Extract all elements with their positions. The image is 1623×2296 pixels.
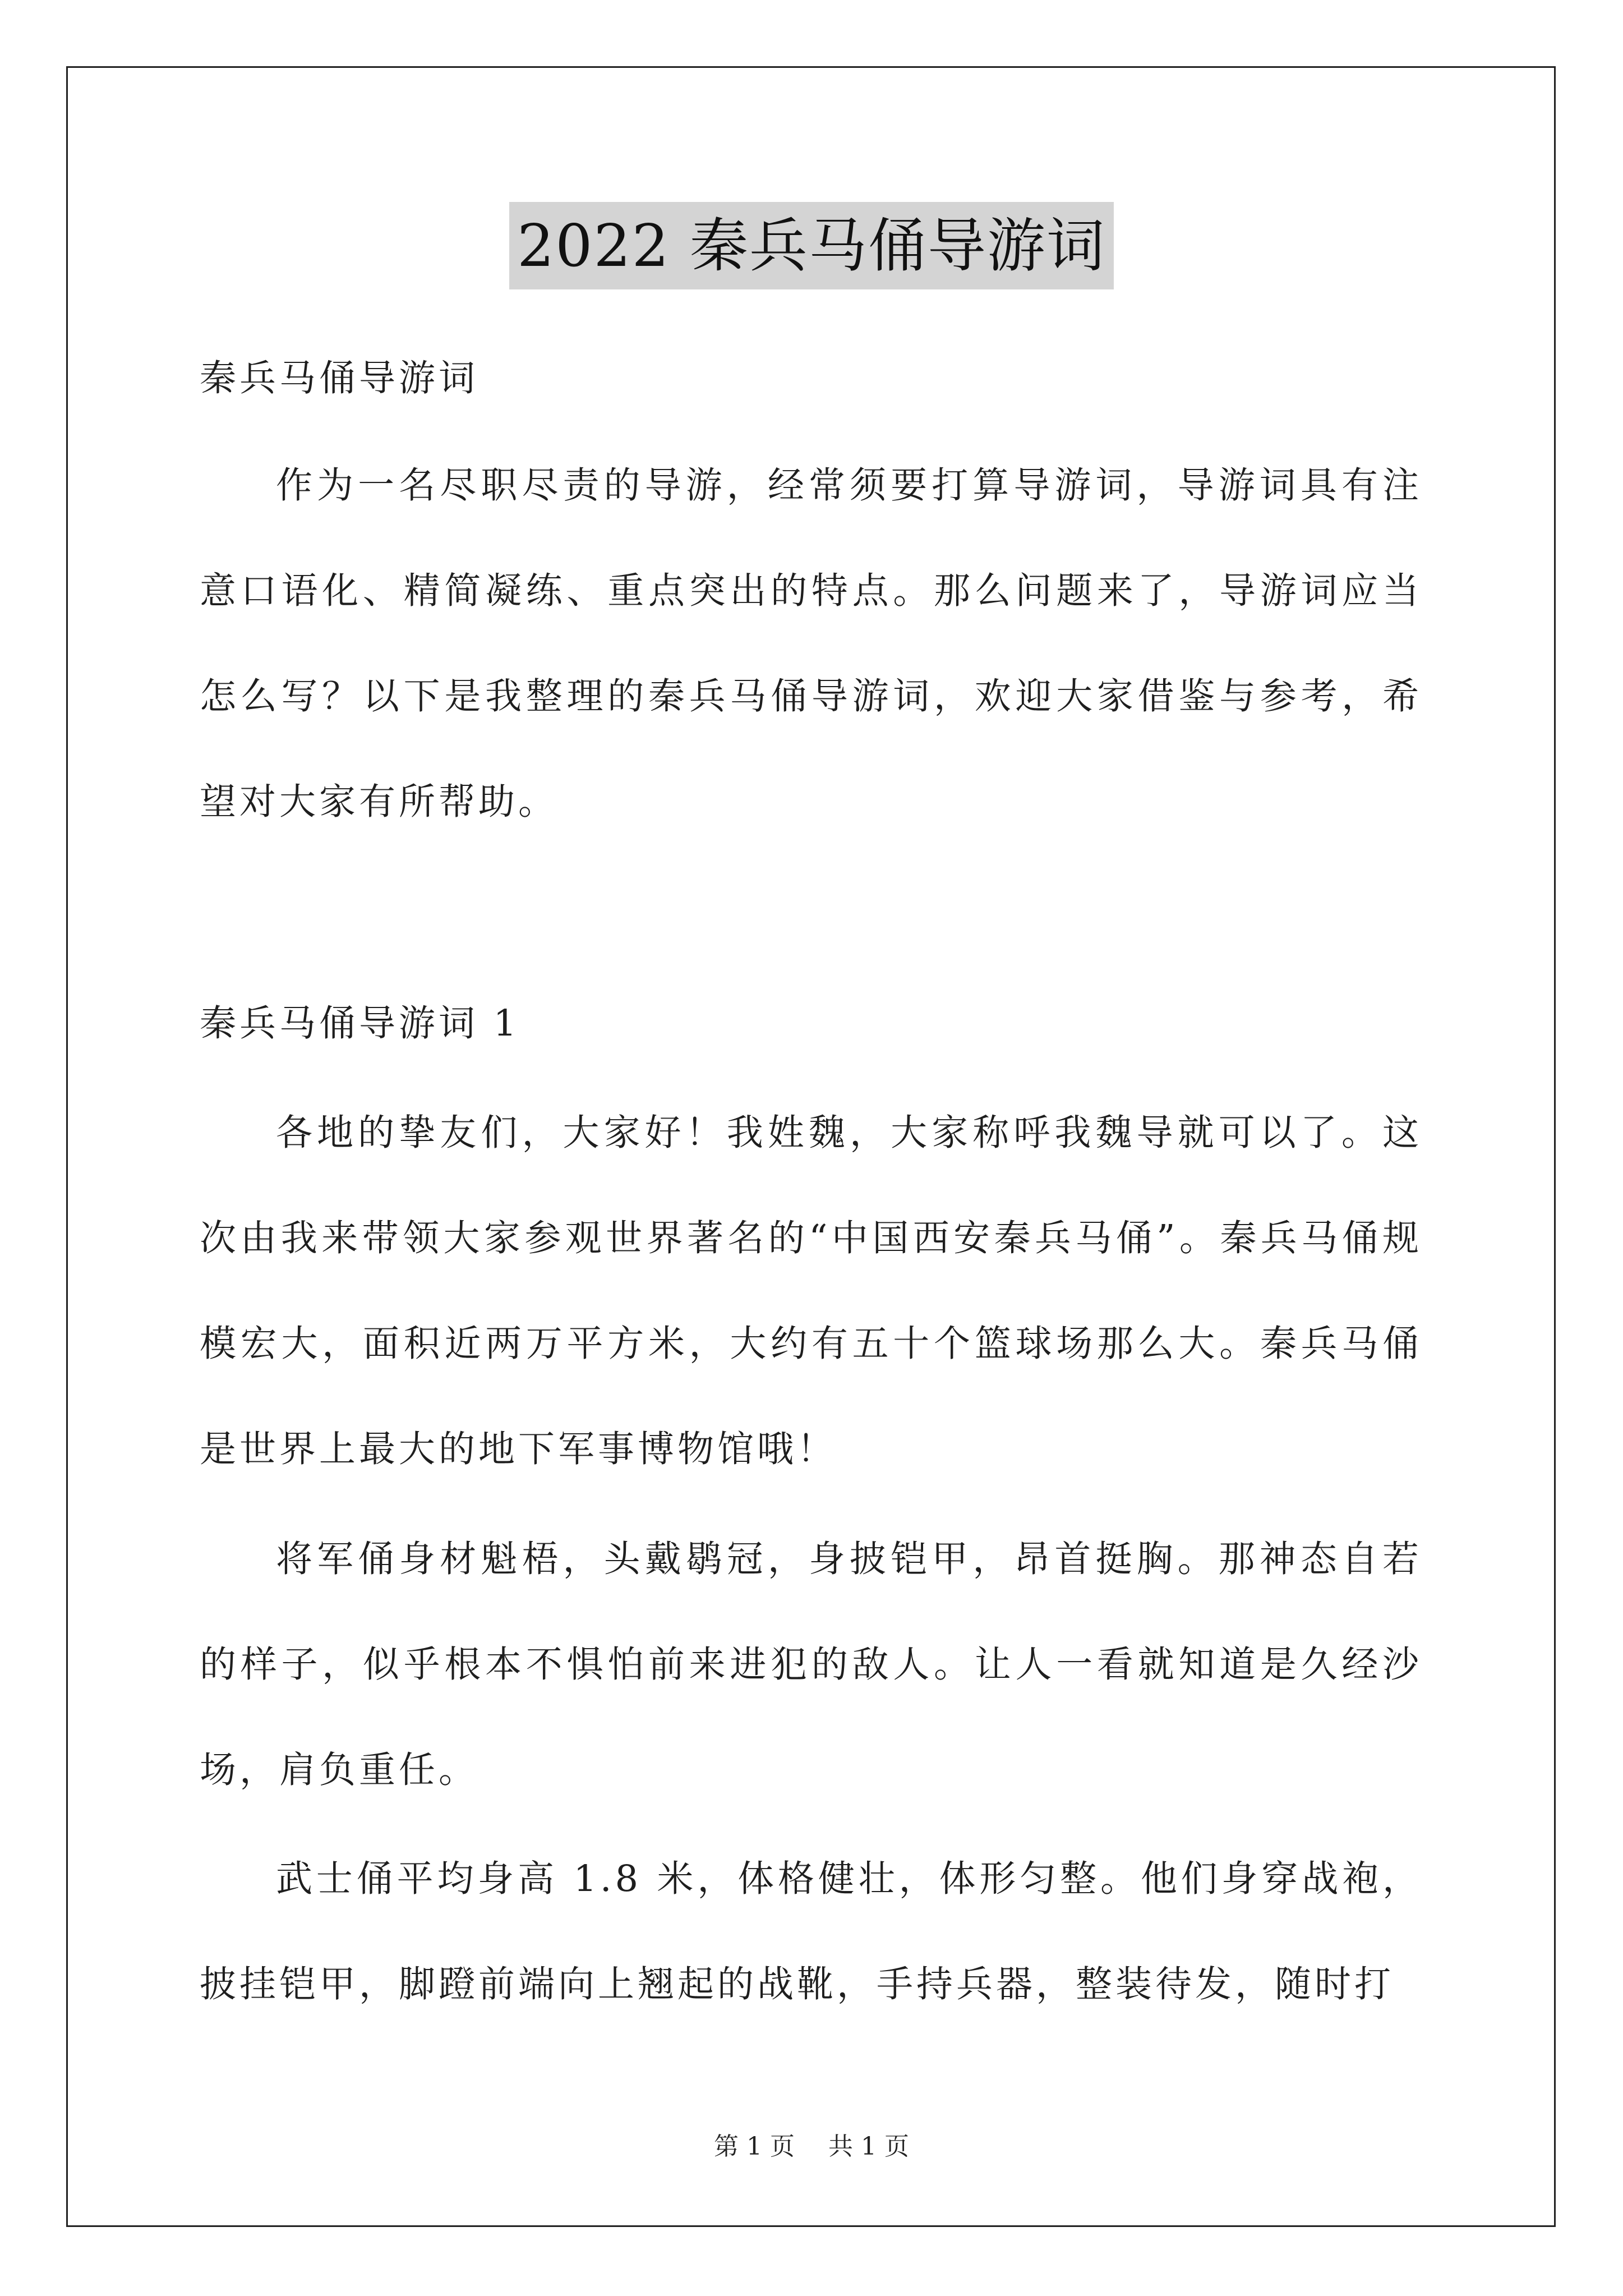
document-title: 2022 秦兵马俑导游词: [509, 202, 1114, 289]
body-paragraph: 武士俑平均身高 1.8 米，体格健壮，体形匀整。他们身穿战袍，披挂铠甲，脚蹬前端向上翘起的战靴，手持兵器，整装待发，随时打: [200, 1858, 1422, 2005]
page-number: 第 1 页: [714, 2132, 795, 2161]
title-container: [0, 202, 1623, 289]
body-paragraph: 将军俑身材魁梧，头戴鹖冠，身披铠甲，昂首挺胸。那神态自若的样子，似乎根本不惧怕前来进犯的敌人。让人一看就知道是久经沙场，肩负重任。: [200, 1538, 1422, 1791]
section-heading: 秦兵马俑导游词 1: [200, 1002, 520, 1045]
intro-paragraph: 作为一名尽职尽责的导游，经常须要打算导游词，导游词具有注意口语化、精简凝练、重点突出的特点。那么问题来了，导游词应当怎么写？以下是我整理的秦兵马俑导游词，欢迎大家借鉴与参考，希望对大家有所帮助。: [200, 464, 1422, 823]
body-paragraph: 各地的挚友们，大家好！我姓魏，大家称呼我魏导就可以了。这次由我来带领大家参观世界著名的“中国西安秦兵马俑”。秦兵马俑规模宏大，面积近两万平方米，大约有五十个篮球场那么大。秦兵马俑是世界上最大的地下军事博物馆哦！: [200, 1112, 1422, 1470]
page-total: 共 1 页: [828, 2132, 909, 2161]
page-footer: [0, 2126, 1623, 2162]
subheading: 秦兵马俑导游词: [200, 357, 479, 399]
